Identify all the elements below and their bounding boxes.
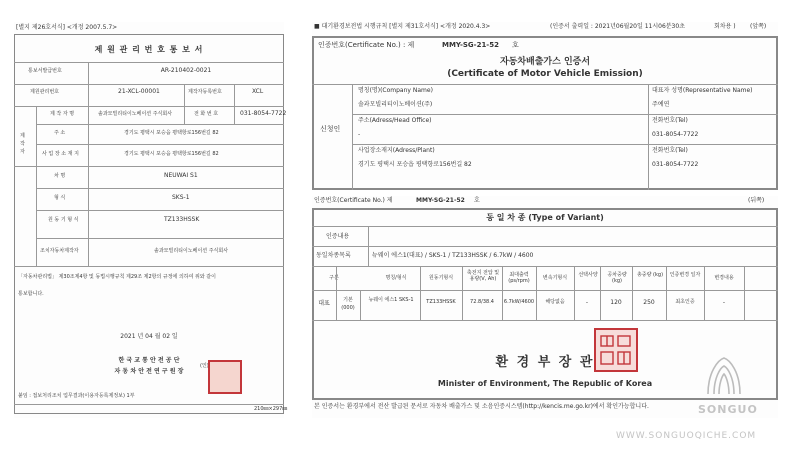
col-transmission: 변속기형식: [542, 275, 568, 281]
certificate-title-ko: 자동차배출가스 인증서: [499, 57, 591, 67]
col-curb-weight: 공차중량 (kg): [607, 272, 627, 284]
tel-value: 031-8054-7722: [652, 131, 699, 138]
attachment-note: 붙임 : 접보처리조치 업무결과(이용자등록제정보) 1부: [18, 393, 135, 399]
cell-change-date: 최초인증: [675, 299, 695, 305]
cell-curb-weight: 120: [610, 299, 622, 306]
print-page: 회차용 ): [714, 23, 736, 30]
vehicle-type-label: 형 식: [54, 195, 66, 201]
back-page-label: (뒤쪽): [748, 197, 765, 204]
ministry-name-en: Minister of Environment, The Republic of Korea: [437, 379, 653, 388]
body-text-line1: 「자동차관리법」 제30조제4항 및 동법시행규칙 제29조 제2항의 규정에 의하여 위와 같이: [18, 274, 216, 280]
form-header: ■ 대기환경보전법 시행규칙 [별지 제31호서식] <개정 2020.4.3>: [314, 23, 491, 30]
body-text-line2: 통보합니다.: [18, 291, 44, 297]
col-max-output: 최대출력 (ps/rpm): [508, 272, 530, 284]
col-category: 구분: [329, 275, 339, 281]
worksite-label: 사 업 장 소 재 지: [42, 151, 79, 157]
notice-document: [14, 22, 288, 418]
cert-number-suffix: 호: [474, 197, 480, 204]
plant-address-value: 경기도 평택시 포승읍 평택항로156번길 82: [358, 161, 472, 168]
vehicle-name-label: 차 명: [54, 173, 66, 179]
cell-name-type: 뉴웨이 에스1 SKS-1: [368, 297, 414, 303]
tel-label: 전화번호(Tel): [652, 117, 688, 124]
engine-type-label: 원 동 기 형 식: [48, 217, 79, 223]
measure-maker-label: 조치자동차제작자: [40, 248, 79, 254]
issue-number-label: 통보서발급번호: [28, 68, 62, 74]
spec-number-label: 제원관리번호: [30, 89, 59, 95]
brand-logo-icon: [698, 354, 750, 398]
paper-size: 210㎜×297㎜: [254, 406, 288, 412]
variant-title: 동 일 차 종 (Type of Variant): [486, 213, 604, 222]
maker-address-value: 경기도 평택시 포승읍 평택항로156번길 82: [124, 130, 219, 136]
ministry-name-ko: 환 경 부 장 관: [495, 355, 595, 370]
maker-group-label: 제작자: [20, 133, 25, 155]
col-battery: 축전지 전압 및 용량(V, Ah): [466, 270, 500, 282]
issuer-line2: 자 동 차 안 전 연 구 원 장: [114, 368, 184, 375]
maker-reg-label: 제작자등록번호: [188, 89, 222, 95]
col-change-content: 변경내용: [714, 275, 734, 281]
representative-label: 대표자 성명(Representative Name): [652, 87, 753, 94]
verification-notice: 본 인증서는 환경부에서 전산 발급된 문서로 자동차 배출가스 및 소음인증시스템(http://kencis.me.go.kr)에서 확인가능합니다.: [314, 403, 649, 410]
col-option: 선택사양: [578, 272, 598, 278]
maker-reg-value: XCL: [252, 88, 264, 95]
measure-maker-value: 솔과모빌리티이노베이션 주식회사: [154, 248, 229, 254]
content-label: 인증내용: [326, 233, 350, 240]
brand-watermark: [616, 354, 790, 450]
cert-number-label: 인증번호(Certificate No.) : 제: [318, 41, 415, 49]
worksite-value: 경기도 평택시 포승읍 평택항로156번길 82: [124, 151, 219, 157]
col-gross-weight: 총중량 (kg): [636, 272, 664, 278]
plant-tel-label: 전화번호(Tel): [652, 147, 688, 154]
maker-name-value: 솔과모빌리티이노베이션 주식회사: [98, 111, 173, 117]
cell-battery: 72.8/38.4: [470, 299, 494, 305]
cell-max-output: 6.7kW/4600: [503, 299, 535, 305]
plant-tel-value: 031-8054-7722: [652, 161, 699, 168]
applicant-label: 신청인: [320, 125, 341, 133]
col-change-date: 인증변경 일자: [669, 272, 701, 278]
cell-category: 대표: [318, 300, 330, 307]
vehicle-type-value: SKS-1: [172, 194, 190, 201]
cert-number: MMY-SG-21-52: [442, 41, 499, 49]
same-type-label: 동일차종목록: [316, 252, 351, 259]
brand-name: SONGUO: [698, 403, 758, 416]
cell-engine: TZ133HSSK: [426, 299, 456, 305]
vehicle-name-value: NEUWAI S1: [164, 172, 198, 179]
engine-type-value: TZ133HSSK: [164, 216, 200, 223]
col-name-type: 명칭/형식: [385, 275, 407, 281]
cert-number-suffix: 호: [512, 41, 519, 49]
cell-transmission: 해당없음: [545, 299, 565, 305]
head-office-label: 주소(Adress/Head Office): [358, 117, 432, 124]
brand-url: WWW.SONGUOQICHE.COM: [616, 431, 757, 441]
emission-certificate-front: [312, 22, 778, 190]
company-name-value: 솔과모빌리티이노베이션(주): [358, 101, 433, 108]
cell-gross-weight: 250: [643, 299, 655, 306]
cell-change-content: -: [722, 299, 726, 306]
representative-value: 주예연: [652, 101, 670, 108]
maker-tel-value: 031-8054-7722: [240, 110, 287, 117]
issuer-line1: 한 국 교 통 안 전 공 단: [118, 357, 180, 364]
document-title: 제 원 관 리 번 호 통 보 서: [94, 45, 204, 54]
official-seal: [208, 360, 242, 394]
maker-name-label: 제 작 자 명: [50, 111, 75, 117]
cell-option: -: [585, 299, 589, 306]
plant-address-label: 사업장소재지(Adress/Plant): [358, 147, 435, 154]
seal-mark: (인): [200, 363, 209, 369]
front-page-label: (앞쪽): [750, 23, 767, 30]
head-office-value: -: [358, 131, 361, 138]
certificate-title-en: (Certificate of Motor Vehicle Emission): [447, 69, 643, 79]
cert-number: MMY-SG-21-52: [416, 197, 465, 204]
company-name-label: 명칭(명)(Company Name): [358, 87, 433, 94]
form-header: [별지 제26호서식] <개정 2007.5.7>: [16, 24, 118, 31]
maker-address-label: 주 소: [54, 130, 66, 136]
print-info: (인증서 출력일 : 2021년06월20일 11시06분30초: [550, 23, 685, 30]
spec-number-value: 21-XCL-00001: [118, 88, 160, 95]
issue-date: 2021 년 04 월 02 일: [120, 333, 178, 340]
maker-tel-label: 전 화 번 호: [194, 111, 219, 117]
cell-basic: 기본 (000): [341, 297, 355, 311]
same-type-value: 뉴웨이 에스1(대표) / SKS-1 / TZ133HSSK / 6.7kW / 4600: [372, 252, 534, 259]
cert-number-label: 인증번호(Certificate No.) 제: [314, 197, 393, 204]
issue-number-value: AR-210402-0021: [160, 67, 212, 74]
col-engine: 원동기형식: [428, 275, 454, 281]
